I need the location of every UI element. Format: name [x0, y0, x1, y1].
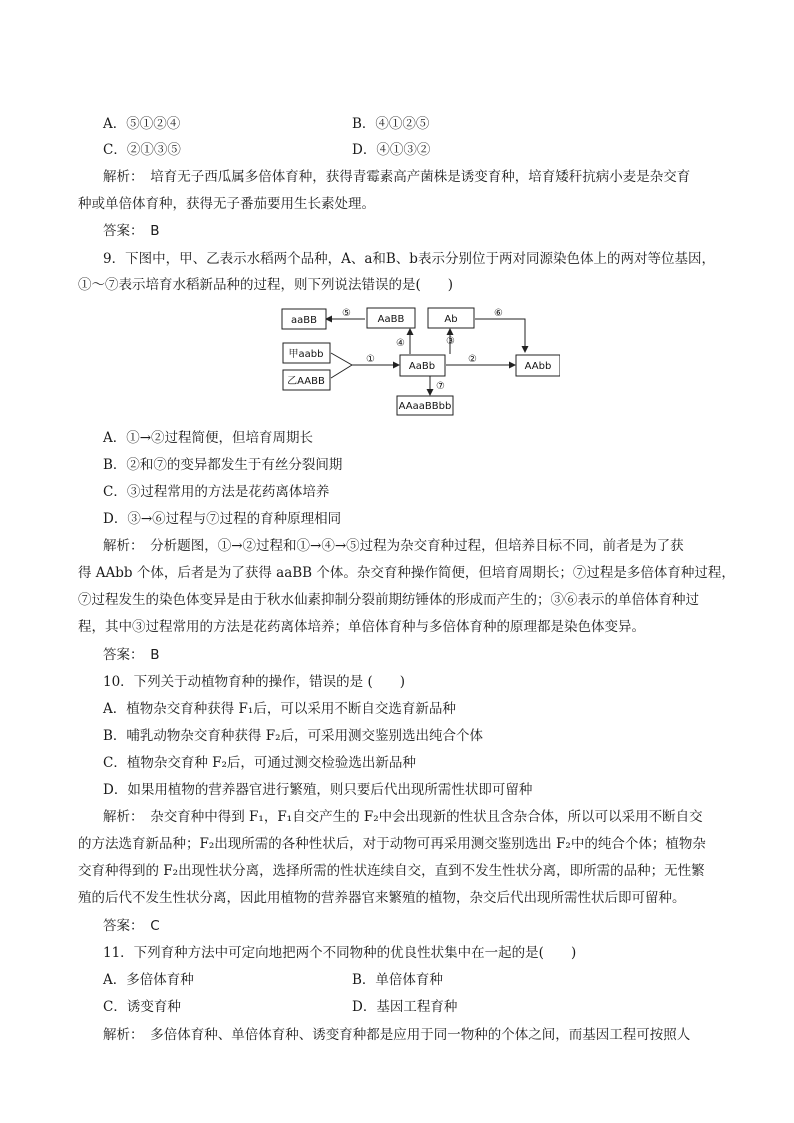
q10-option-c: C．植物杂交育种 F₂后，可通过测交检验选出新品种: [103, 755, 416, 771]
q11-stem: 11．下列育种方法中可定向地把两个不同物种的优良性状集中在一起的是( ): [103, 945, 577, 961]
node-aaBB-label: aaBB: [291, 315, 317, 326]
q9-stem-line-1: 9．下图中，甲、乙表示水稻两个品种，A、a和B、b表示分别位于两对同源染色体上的两对等位基因，: [103, 251, 715, 267]
node-AAaaBBbb-label: AAaaBBbb: [398, 401, 452, 412]
q10-option-a: A．植物杂交育种获得 F₁后，可以采用不断自交选育新品种: [103, 701, 456, 717]
breeding-process-diagram: [270, 298, 560, 416]
q9-stem-line-2: ①～⑦表示培育水稻新品种的过程，则下列说法错误的是( ): [78, 277, 454, 293]
node-Ab-label: Ab: [444, 314, 458, 325]
step-4-label: ④: [396, 338, 405, 349]
step-2-label: ②: [468, 354, 477, 365]
q8-option-c: C．②①③⑤: [103, 142, 181, 158]
step-1-label: ①: [366, 354, 375, 365]
q10-option-b: B．哺乳动物杂交育种获得 F₂后，可采用测交鉴别选出纯合个体: [103, 728, 483, 744]
q10-option-d: D．如果用植物的营养器官进行繁殖，则只要后代出现所需性状即可留种: [103, 782, 533, 798]
q9-option-a: A．①→②过程简便，但培育周期长: [103, 430, 314, 446]
q11-option-c: C．诱变育种: [103, 999, 181, 1015]
step-3-label: ③: [446, 336, 455, 347]
step-7-label: ⑦: [436, 381, 445, 392]
q11-option-b: B．单倍体育种: [352, 972, 443, 988]
q11-option-d: D．基因工程育种: [352, 999, 458, 1015]
node-yi-label: 乙AABB: [287, 376, 325, 387]
q10-analysis-line-2: 的方法选育新品种；F₂出现所需的各种性状后，对于动物可再采用测交鉴别选出 F₂中的纯合个体；植物杂: [78, 836, 706, 852]
q8-option-a: A．⑤①②④: [103, 116, 181, 132]
node-AAbb-label: AAbb: [524, 361, 552, 372]
q10-analysis-line-3: 交育种得到的 F₂出现性状分离，选择所需的性状连续自交，直到不发生性状分离，即所需的品种；无性繁: [78, 863, 705, 879]
q9-analysis-line-4: 程，其中③过程常用的方法是花药离体培养；单倍体育种与多倍体育种的原理都是染色体变异。: [78, 619, 645, 635]
q8-analysis-line-1: 解析： 培育无子西瓜属多倍体育种，获得青霉素高产菌株是诱变育种，培育矮秆抗病小麦是杂交育: [103, 169, 691, 185]
q10-analysis-line-4: 殖的后代不发生性状分离，因此用植物的营养器官来繁殖的植物，杂交后代出现所需性状后即可留种。: [78, 890, 686, 906]
step-6-label: ⑥: [494, 308, 503, 319]
q9-answer: 答案： B: [103, 647, 160, 663]
q8-answer: 答案： B: [103, 223, 160, 239]
q8-analysis-line-2: 种或单倍体育种，获得无子番茄要用生长素处理。: [78, 196, 375, 212]
q9-option-b: B．②和⑦的变异都发生于有丝分裂间期: [103, 457, 343, 473]
q10-answer: 答案： C: [103, 918, 160, 934]
q8-option-b: B．④①②⑤: [352, 116, 430, 132]
q10-stem: 10．下列关于动植物育种的操作，错误的是 ( ): [103, 674, 406, 690]
q9-option-c: C．③过程常用的方法是花药离体培养: [103, 484, 330, 500]
edge-aabb-to-junction: [331, 353, 352, 365]
node-AaBB-label: AaBB: [377, 314, 405, 325]
q9-analysis-line-1: 解析： 分析题图，①→②过程和①→④→⑤过程为杂交育种过程，但培养目标不同，前者是为了获: [103, 538, 684, 554]
edge-step-6: [475, 319, 525, 352]
q9-analysis-line-3: ⑦过程发生的染色体变异是由于秋水仙素抑制分裂前期纺锤体的形成而产生的；③⑥表示的单倍体育种过: [78, 592, 699, 608]
edge-AABB-to-junction: [331, 365, 352, 378]
q8-option-d: D．④①③②: [352, 142, 431, 158]
node-jia-label: 甲aabb: [288, 349, 324, 360]
step-5-label: ⑤: [342, 308, 351, 319]
q11-analysis-line-1: 解析： 多倍体育种、单倍体育种、诱变育种都是应用于同一物种的个体之间，而基因工程可按照人: [103, 1027, 691, 1043]
q10-analysis-line-1: 解析： 杂交育种中得到 F₁，F₁自交产生的 F₂中会出现新的性状且含杂合体，所以可以采用不断自交: [103, 809, 703, 825]
q11-option-a: A．多倍体育种: [103, 972, 194, 988]
q9-option-d: D．③→⑥过程与⑦过程的育种原理相同: [103, 511, 342, 527]
q9-analysis-line-2: 得 AAbb 个体，后者是为了获得 aaBB 个体。杂交育种操作简便，但培育周期长；⑦过程是多倍体育种过程，: [78, 565, 735, 581]
node-AaBb-label: AaBb: [408, 361, 436, 372]
